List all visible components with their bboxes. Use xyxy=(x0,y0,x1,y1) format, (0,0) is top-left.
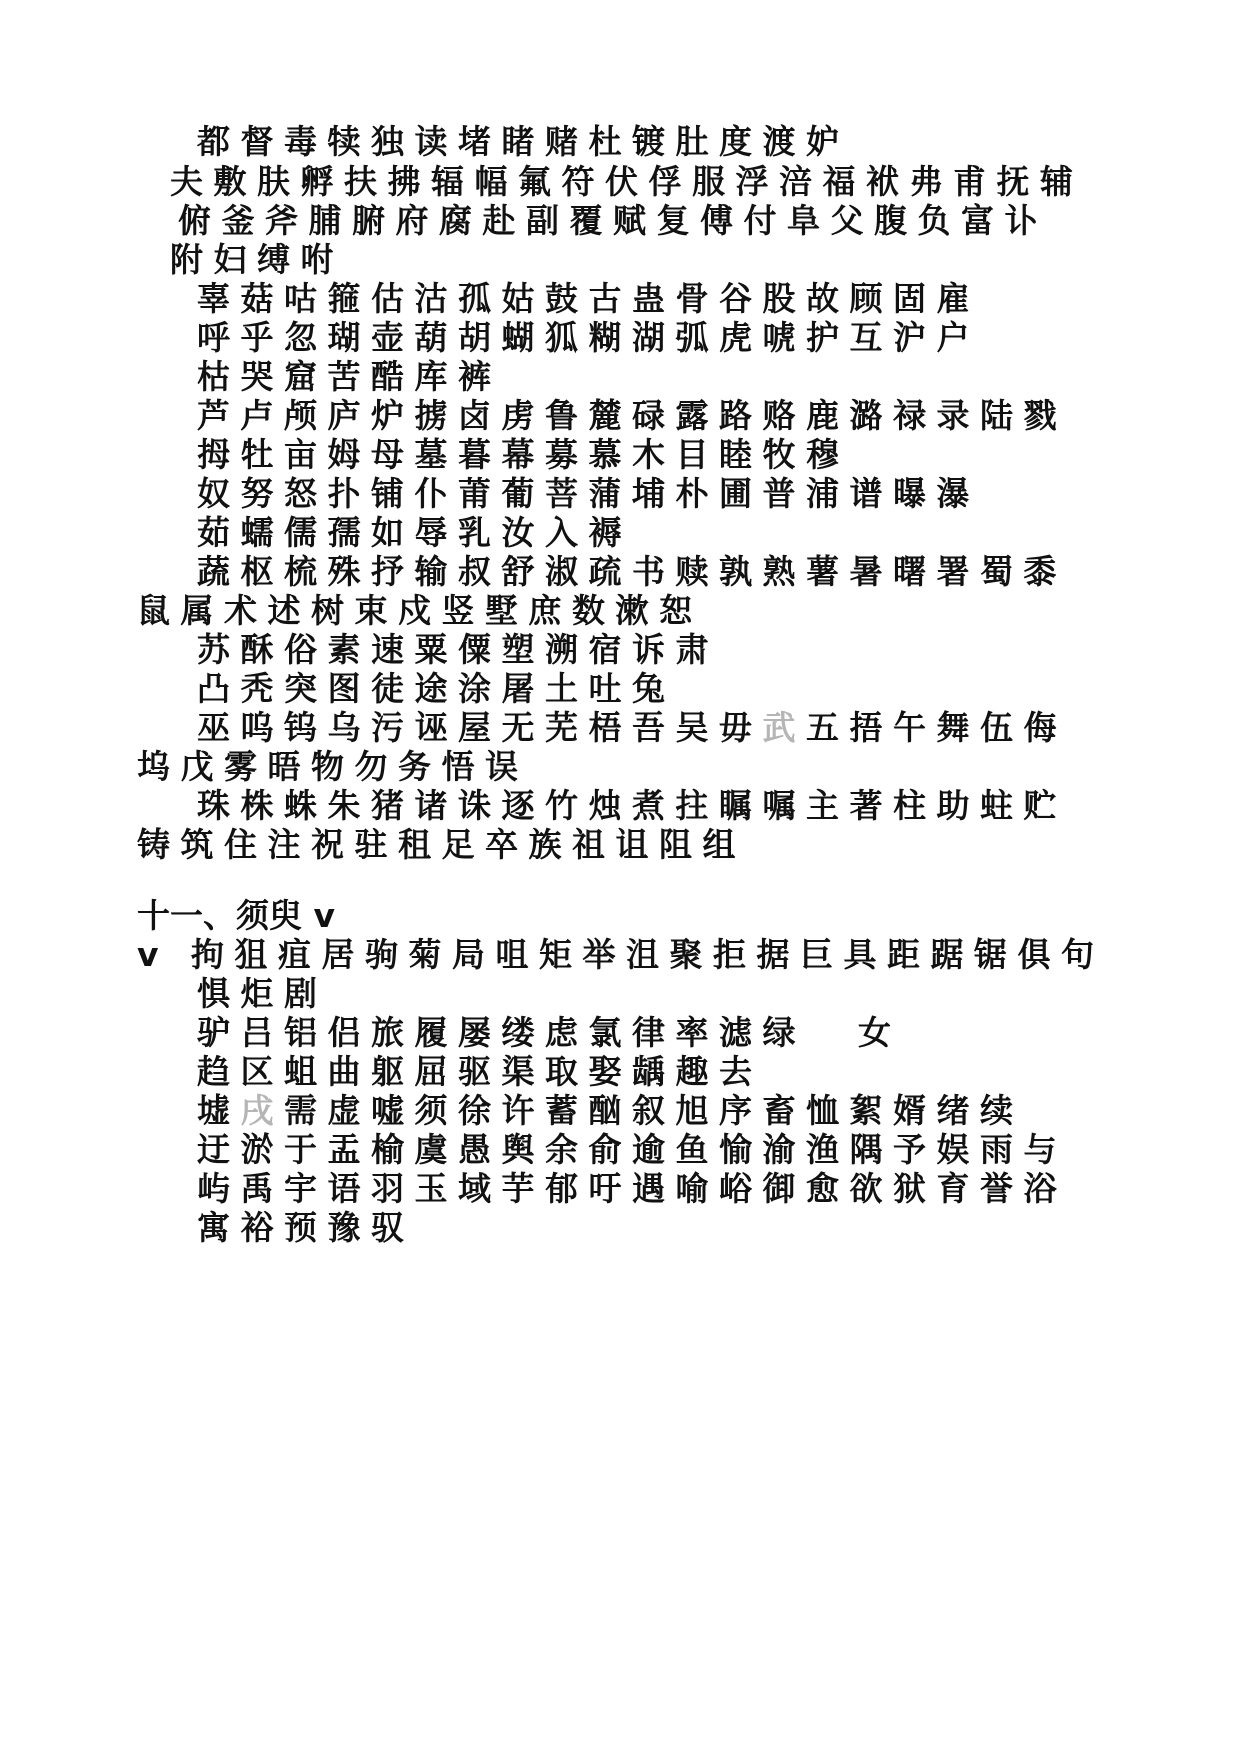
text-line xyxy=(197,511,632,555)
section-heading xyxy=(137,894,335,938)
text-run: 趋区蛆曲躯屈驱渠取娶龋趣去 xyxy=(197,1052,763,1091)
text-line xyxy=(197,355,502,399)
text-run: 需虚嘘须徐许蓄酗叙旭序畜恤絮婿绪续 xyxy=(284,1091,1024,1130)
text-run: 珠株蛛朱猪诸诛逐竹烛煮拄瞩嘱主著柱助蛀贮 xyxy=(197,786,1067,825)
text-line xyxy=(197,433,850,477)
text-run: 都督毒犊独读堵睹赌杜镀肚度渡妒 xyxy=(197,122,850,161)
text-run: 迂淤于盂榆虞愚舆余俞逾鱼愉渝渔隅予娱雨与 xyxy=(197,1130,1067,1169)
text-run: 辜菇咕箍估沽孤姑鼓古蛊骨谷股故顾固雇 xyxy=(197,279,980,318)
text-line xyxy=(170,160,1084,204)
text-line xyxy=(197,1050,763,1094)
text-line xyxy=(137,933,1105,977)
text-line xyxy=(197,120,850,164)
text-run: 巫呜钨乌污诬屋无芜梧吾吴毋 xyxy=(197,708,763,747)
text-line xyxy=(197,1128,1067,1172)
text-run: 坞戊雾晤物勿务悟误 xyxy=(137,747,529,786)
text-run: 奴努怒扑铺仆莆葡菩蒲埔朴圃普浦谱曝瀑 xyxy=(197,474,980,513)
text-run: 蔬枢梳殊抒输叔舒淑疏书赎孰熟薯暑曙署蜀黍 xyxy=(197,552,1067,591)
text-run: v 拘狙疽居驹菊局咀矩举沮聚拒据巨具距踞锯俱句 xyxy=(137,935,1105,974)
text-line xyxy=(178,199,1048,243)
text-run: 铸筑住注祝驻租足卒族祖诅阻组 xyxy=(137,825,746,864)
text-run: 惧炬剧 xyxy=(197,974,328,1013)
text-line xyxy=(197,550,1067,594)
text-line xyxy=(137,823,746,867)
text-line xyxy=(197,972,328,1016)
text-run: 呼乎忽瑚壶葫胡蝴狐糊湖弧虎唬护互沪户 xyxy=(197,318,980,357)
text-run: 寓裕预豫驭 xyxy=(197,1208,415,1247)
text-run: 枯哭窟苦酷库裤 xyxy=(197,357,502,396)
text-line xyxy=(137,589,703,633)
text-line xyxy=(197,277,980,321)
text-run: 俯釜斧脯腑府腐赴副覆赋复傅付阜父腹负富讣 xyxy=(178,201,1048,240)
faded-character: 武 xyxy=(762,708,806,747)
text-run: 凸秃突图徒途涂屠土吐兔 xyxy=(197,669,676,708)
text-line xyxy=(197,1167,1067,1211)
text-run: 拇牡亩姆母墓暮幕募慕木目睦牧穆 xyxy=(197,435,850,474)
text-run: 驴吕铝侣旅履屡缕虑氯律率滤绿 xyxy=(197,1013,806,1052)
text-line xyxy=(170,238,344,282)
text-line xyxy=(197,1206,415,1250)
text-line xyxy=(197,784,1067,828)
text-line xyxy=(197,628,719,672)
text-run: 附妇缚咐 xyxy=(170,240,344,279)
text-run: 茹蠕儒孺如辱乳汝入褥 xyxy=(197,513,632,552)
text-run: 苏酥俗素速粟僳塑溯宿诉肃 xyxy=(197,630,719,669)
text-run: 鼠属术述树束戍竖墅庶数漱恕 xyxy=(137,591,703,630)
text-line xyxy=(197,667,676,711)
text-line xyxy=(197,394,1067,438)
text-run: 女 xyxy=(858,1013,902,1052)
text-run: 五捂午舞伍侮 xyxy=(806,708,1067,747)
heading-text: 十一、须臾 v xyxy=(137,896,335,935)
text-line xyxy=(197,1089,1024,1133)
text-line xyxy=(197,1011,902,1055)
text-line xyxy=(197,316,980,360)
faded-character: 戌 xyxy=(240,1091,284,1130)
text-line xyxy=(137,745,529,789)
text-run: 屿禹宇语羽玉域芋郁吁遇喻峪御愈欲狱育誉浴 xyxy=(197,1169,1067,1208)
text-run: 夫敷肤孵扶拂辐幅氟符伏俘服浮涪福袱弗甫抚辅 xyxy=(170,162,1084,201)
text-line xyxy=(197,472,980,516)
text-line xyxy=(197,706,1067,750)
text-run: 墟 xyxy=(197,1091,241,1130)
text-run: 芦卢颅庐炉掳卤虏鲁麓碌露路赂鹿潞禄录陆戮 xyxy=(197,396,1067,435)
